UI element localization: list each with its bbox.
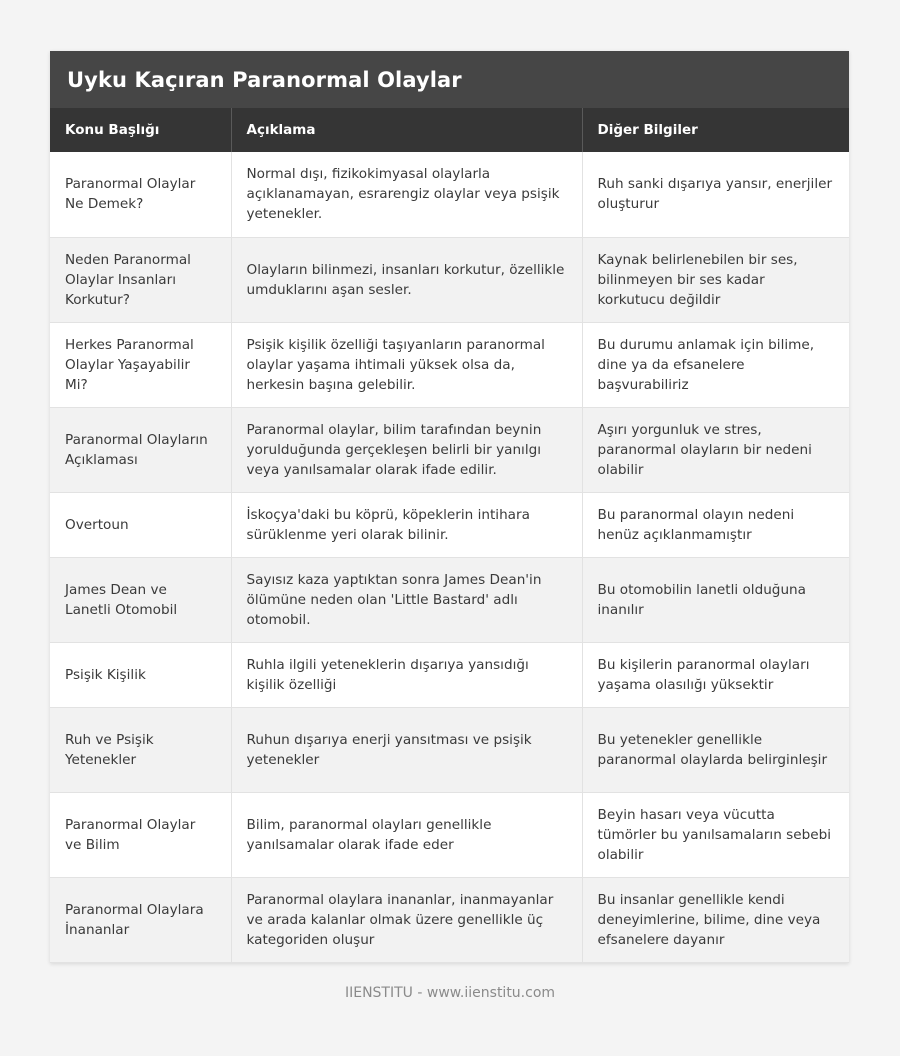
table-row [50,237,849,322]
cell-description: Bilim, paranormal olayları genellikle yanılsamalar olarak ifade eder [231,792,582,877]
cell-topic: Psişik Kişilik [50,642,231,707]
cell-description: İskoçya'daki bu köprü, köpeklerin intihara sürüklenme yeri olarak bilinir. [231,492,582,557]
table-row [50,557,849,642]
table-row [50,492,849,557]
cell-other-info: Bu kişilerin paranormal olayları yaşama olasılığı yüksektir [582,642,849,707]
data-table [50,108,849,963]
cell-other-info: Bu otomobilin lanetli olduğuna inanılır [582,557,849,642]
cell-topic: Paranormal Olaylar ve Bilim [50,792,231,877]
table-title: Uyku Kaçıran Paranormal Olaylar [67,67,462,92]
cell-other-info: Bu durumu anlamak için bilime, dine ya da efsanelere başvurabiliriz [582,322,849,407]
table-row [50,792,849,877]
footer-credit: IIENSTITU - www.iienstitu.com [344,985,556,1001]
cell-topic: Overtoun [50,492,231,557]
cell-other-info: Bu insanlar genellikle kendi deneyimlerine, bilime, dine veya efsanelere dayanır [582,877,849,962]
cell-topic: Herkes Paranormal Olaylar Yaşayabilir Mi? [50,322,231,407]
header-row [50,108,849,152]
cell-topic: James Dean ve Lanetli Otomobil [50,557,231,642]
column-header-other-info: Diğer Bilgiler [597,122,698,138]
table-card [50,51,849,963]
cell-description: Ruhun dışarıya enerji yansıtması ve psişik yetenekler [231,707,582,792]
cell-other-info: Beyin hasarı veya vücutta tümörler bu yanılsamaların sebebi olabilir [582,792,849,877]
column-header-description: Açıklama [231,108,582,152]
table-row [50,877,849,962]
column-header-topic: Konu Başlığı [50,108,231,152]
cell-other-info: Bu yetenekler genellikle paranormal olaylarda belirginleşir [582,707,849,792]
cell-topic: Ruh ve Psişik Yetenekler [50,707,231,792]
cell-description: Normal dışı, fizikokimyasal olaylarla açıklanamayan, esrarengiz olaylar veya psişik yetenekler. [231,152,582,237]
table-row [50,642,849,707]
cell-other-info: Kaynak belirlenebilen bir ses, bilinmeyen bir ses kadar korkutucu değildir [582,237,849,322]
cell-other-info: Aşırı yorgunluk ve stres, paranormal olayların bir nedeni olabilir [582,407,849,492]
cell-description: Psişik kişilik özelliği taşıyanların paranormal olaylar yaşama ihtimali yüksek olsa da, herkesin başına gelebilir. [231,322,582,407]
table-title-bar [50,51,849,108]
cell-other-info: Ruh sanki dışarıya yansır, enerjiler oluşturur [582,152,849,237]
cell-topic: Paranormal Olaylar Ne Demek? [50,152,231,237]
table-row [50,707,849,792]
table-row [50,322,849,407]
cell-description: Olayların bilinmezi, insanları korkutur, özellikle umduklarını aşan sesler. [231,237,582,322]
cell-other-info: Bu paranormal olayın nedeni henüz açıklanmamıştır [582,492,849,557]
table-row [50,152,849,237]
cell-description: Sayısız kaza yaptıktan sonra James Dean'in ölümüne neden olan 'Little Bastard' adlı otomobil. [231,557,582,642]
cell-description: Paranormal olaylar, bilim tarafından beynin yorulduğunda gerçekleşen belirli bir yanılgı veya yanılsamalar olarak ifade edilir. [231,407,582,492]
cell-topic: Neden Paranormal Olaylar Insanları Korkutur? [50,237,231,322]
cell-description: Ruhla ilgili yeteneklerin dışarıya yansıdığı kişilik özelliği [231,642,582,707]
cell-topic: Paranormal Olayların Açıklaması [50,407,231,492]
cell-topic: Paranormal Olaylara İnananlar [50,877,231,962]
table-row [50,407,849,492]
cell-description: Paranormal olaylara inananlar, inanmayanlar ve arada kalanlar olmak üzere genellikle üç kategoriden oluşur [231,877,582,962]
